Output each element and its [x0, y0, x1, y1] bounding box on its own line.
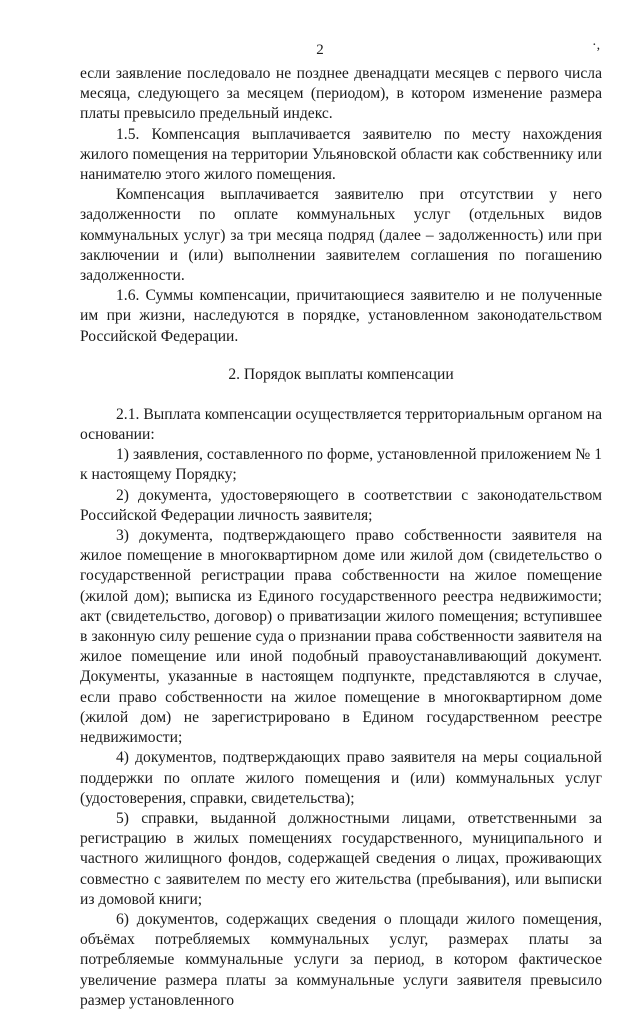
section-heading: 2. Порядок выплаты компенсации — [228, 365, 454, 383]
paragraph-1-5: 1.5. Компенсация выплачивается заявителю по месту нахождения жилого помещения на территории Ульяновской области как собственнику или нанимателю этого жилого помещения. — [80, 125, 602, 184]
corner-mark: ·, — [592, 38, 601, 53]
list-item-1: 1) заявления, составленного по форме, установленной приложением № 1 к настоящему Порядку; — [80, 446, 602, 484]
list-item-4: 4) документов, подтверждающих право заявителя на меры социальной поддержки по оплате жилого помещения и (или) коммунальных услуг (удостоверения, справки, свидетельства); — [80, 749, 602, 807]
list-item-2: 2) документа, удостоверяющего в соответствии с законодательством Российской Федерации личность заявителя; — [80, 486, 602, 524]
list-item-5: 5) справки, выданной должностными лицами, ответственными за регистрацию в жилых помещениях государственного, муниципального и частного жилищного фондов, содержащей сведения о лицах, проживающих совместно с заявителем по месту его жительства (пребывания), или выписки из домовой книги; — [80, 809, 602, 908]
paragraph-2-1: 2.1. Выплата компенсации осуществляется территориальным органом на основании: — [80, 405, 602, 444]
paragraph-continuation: если заявление последовало не позднее двенадцати месяцев с первого числа месяца, следующего за месяцем (периодом), в котором изменение размера платы превысило предельный индекс. — [80, 65, 602, 123]
page-number: 2 — [316, 42, 324, 58]
paragraph-1-6: 1.6. Суммы компенсации, причитающиеся заявителю и не полученные им при жизни, наследуются в порядке, установленном законодательством Российской Федерации. — [80, 287, 602, 345]
list-item-6: 6) документов, содержащих сведения о площади жилого помещения, объёмах потребляемых коммунальных услуг, размерах платы за потребляемые коммунальные услуги за период, в котором фактическое увеличение размера платы за коммунальные услуги заявителя превысило размер установленного — [80, 910, 602, 1009]
document-body — [80, 64, 602, 1011]
paragraph-compensation-condition: Компенсация выплачивается заявителю при отсутствии у него задолженности по оплате коммунальных услуг (отдельных видов коммунальных услуг) за три месяца подряд (далее – задолженность) или при заключении и (или) выполнении заявителем соглашения по погашению задолженности. — [80, 186, 602, 285]
list-item-3: 3) документа, подтверждающего право собственности заявителя на жилое помещение в многоквартирном доме или жилой дом (свидетельство о государственной регистрации права собственности на жилое помещение (жилой дом); выписка из Единого государственного реестра недвижимости; акт (свидетельство, договор) о приватизации жилого помещения; вступившее в законную силу решение суда о признании права собственности заявителя на жилое помещение или иной подобный правоустанавливающий документ. Документы, указанные в настоящем подпункте, представляются в случае, если право собственности на жилое помещение в многоквартирном доме (жилой дом) не зарегистрировано в Едином государственном реестре недвижимости; — [80, 527, 602, 747]
